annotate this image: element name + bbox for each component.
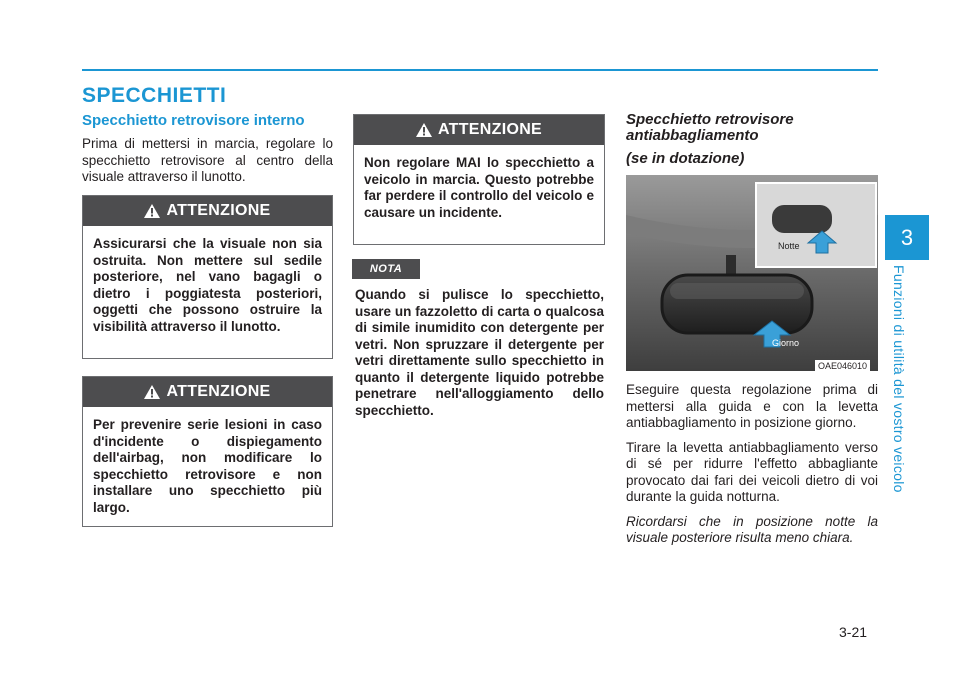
- chapter-tab: [885, 215, 929, 260]
- chapter-title: Funzioni di utilità del vostro veicolo: [891, 265, 907, 493]
- warning-box-3: [353, 114, 605, 245]
- warning-header-1: [83, 196, 332, 226]
- right-heading-line2: antiabbagliamento: [626, 127, 759, 144]
- warning-text-2: Per prevenire serie lesioni in caso d'incidente o dispiegamento dell'airbag, non modificare lo specchietto retrovisore e non installare uno specchietto più largo.: [93, 417, 322, 515]
- mirror-photo: [626, 175, 878, 371]
- warning-label-1: ATTENZIONE: [166, 202, 271, 219]
- right-heading-line1: Specchietto retrovisore: [626, 111, 794, 128]
- warning-box-1: [82, 195, 333, 359]
- warning-triangle-icon: [144, 204, 160, 218]
- warning-label-2: ATTENZIONE: [166, 383, 271, 400]
- warning-triangle-icon: [416, 123, 432, 137]
- photo-code: OAE046010: [815, 360, 870, 372]
- label-night: Notte: [778, 241, 800, 251]
- chapter-number: 3: [900, 224, 914, 250]
- section-title: SPECCHIETTI: [82, 84, 227, 107]
- nota-text: Quando si pulisce lo specchietto, usare un fazzoletto di carta o qualcosa di simile inumidito con detergente per vetri. Non spruzzare il detergente per vetri direttamente sullo specchietto in quanto il detergente liquido potrebbe penetrare nell'alloggiamento dello specchietto.: [355, 287, 604, 418]
- left-intro: [82, 136, 333, 194]
- warning-label-3: ATTENZIONE: [437, 121, 543, 138]
- right-paragraph-3: Ricordarsi che in posizione notte la visuale posteriore risulta meno chiara.: [626, 513, 878, 545]
- header-rule: [82, 69, 878, 71]
- right-heading-line3: (se in dotazione): [626, 150, 745, 167]
- right-paragraph-2: Tirare la levetta antiabbagliamento verso di sé per ridurre l'effetto abbagliante provocato dai fari dei veicoli dietro di voi durante la guida notturna.: [626, 439, 878, 504]
- warning-box-2: [82, 376, 333, 527]
- intro-paragraph: Prima di mettersi in marcia, regolare lo specchietto retrovisore al centro della visuale attraverso il lunotto.: [82, 136, 333, 184]
- warning-text-3: Non regolare MAI lo specchietto a veicolo in marcia. Questo potrebbe far perdere il controllo del veicolo e causare un incidente.: [364, 155, 594, 220]
- warning-header-3: [354, 115, 604, 145]
- mirror-illustration: [626, 175, 878, 371]
- right-paragraph-1: Eseguire questa regolazione prima di mettersi alla guida e con la levetta antiabbagliamento in posizione giorno.: [626, 382, 878, 430]
- warning-header-2: [83, 377, 332, 407]
- nota-badge: NOTA: [352, 259, 420, 279]
- page-number: 3-21: [839, 624, 868, 640]
- label-day: Giorno: [772, 338, 800, 348]
- left-heading: Specchietto retrovisore interno: [82, 112, 305, 129]
- warning-triangle-icon: [144, 385, 160, 399]
- right-body: [626, 382, 878, 555]
- warning-text-1: Assicurarsi che la visuale non sia ostruita. Non mettere sul sedile posteriore, nel vano bagagli o dietro i poggiatesta posteriori, oggetti che possono ostruire la visibilità attraverso il lunotto.: [93, 236, 322, 334]
